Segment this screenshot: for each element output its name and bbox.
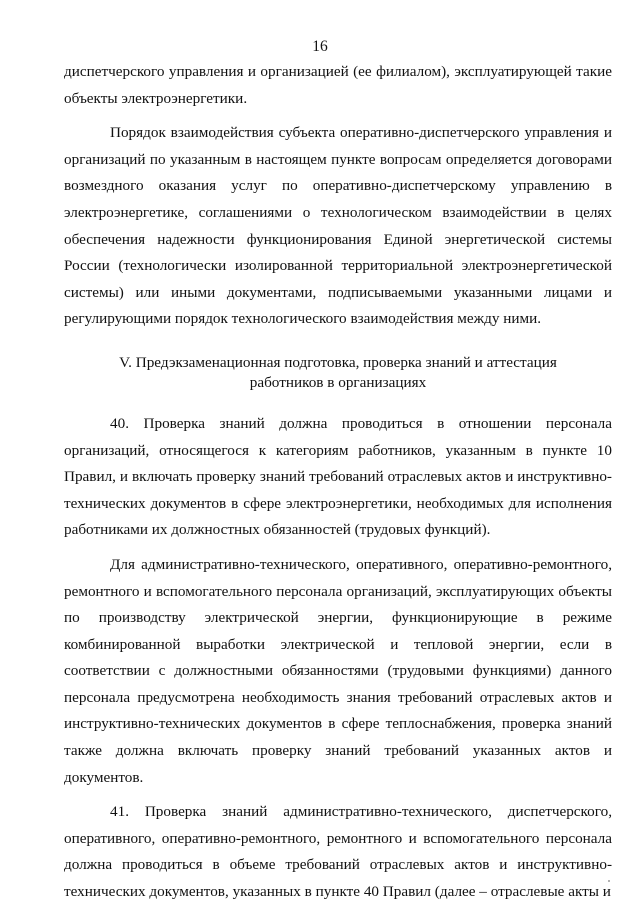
section-heading-line-2: работников в организациях xyxy=(249,373,427,391)
paragraph-interaction-procedure: Порядок взаимодействия субъекта оперативно-диспетчерского управления и организаций по указанным в настоящем пункте вопросам определяется договорами возмездного оказания услуг по оперативно-диспетчерскому управлению в электроэнергетике, соглашениями о технологическом взаимодействии в целях обеспечения надежности функционирования Единой энергетической системы России (технологически изолированной территориальной электроэнергетической системы) или иными документами, подписываемыми указанными лицами и регулирующими порядок технологического взаимодействия между ними. xyxy=(64,124,612,328)
paragraph-item-40: 40. Проверка знаний должна проводиться в отношении персонала организаций, относящегося к категориям работников, указанным в пункте 10 Правил, и включать проверку знаний требований отраслевых актов и инструктивно-технических документов в сфере электроэнергетики, необходимых для исполнения работниками их должностных обязанностей (трудовых функций). xyxy=(64,414,612,539)
paragraph-continuation: диспетчерского управления и организацией (ее филиалом), эксплуатирующей такие объекты электроэнергетики. xyxy=(64,63,612,107)
document-body xyxy=(64,59,612,906)
paragraph-item-41: 41. Проверка знаний административно-технического, диспетчерского, оперативного, оперативно-ремонтного, ремонтного и вспомогательного персонала должна проводиться в объеме требований отраслевых актов и инструктивно-технических документов, указанных в пункте 40 Правил (далее – отраслевые акты и xyxy=(64,803,612,901)
scan-speck xyxy=(608,880,610,882)
paragraph-heat-supply-personnel: Для административно-технического, оперативного, оперативно-ремонтного, ремонтного и вспомогательного персонала организаций, эксплуатирующих объекты по производству электрической энергии, функционирующие в режиме комбинированной выработки электрической и тепловой энергии, если в соответствии с должностными обязанностями (трудовыми функциями) данного персонала предусмотрена необходимость знания требований отраслевых актов и инструктивно-технических документов в сфере теплоснабжения, проверка знаний также должна включать проверку знаний требований указанных актов и документов. xyxy=(64,555,612,786)
section-heading xyxy=(64,353,612,393)
page-number: 16 xyxy=(312,38,328,55)
section-heading-line-1: V. Предэкзаменационная подготовка, проверка знаний и аттестация xyxy=(119,353,557,371)
